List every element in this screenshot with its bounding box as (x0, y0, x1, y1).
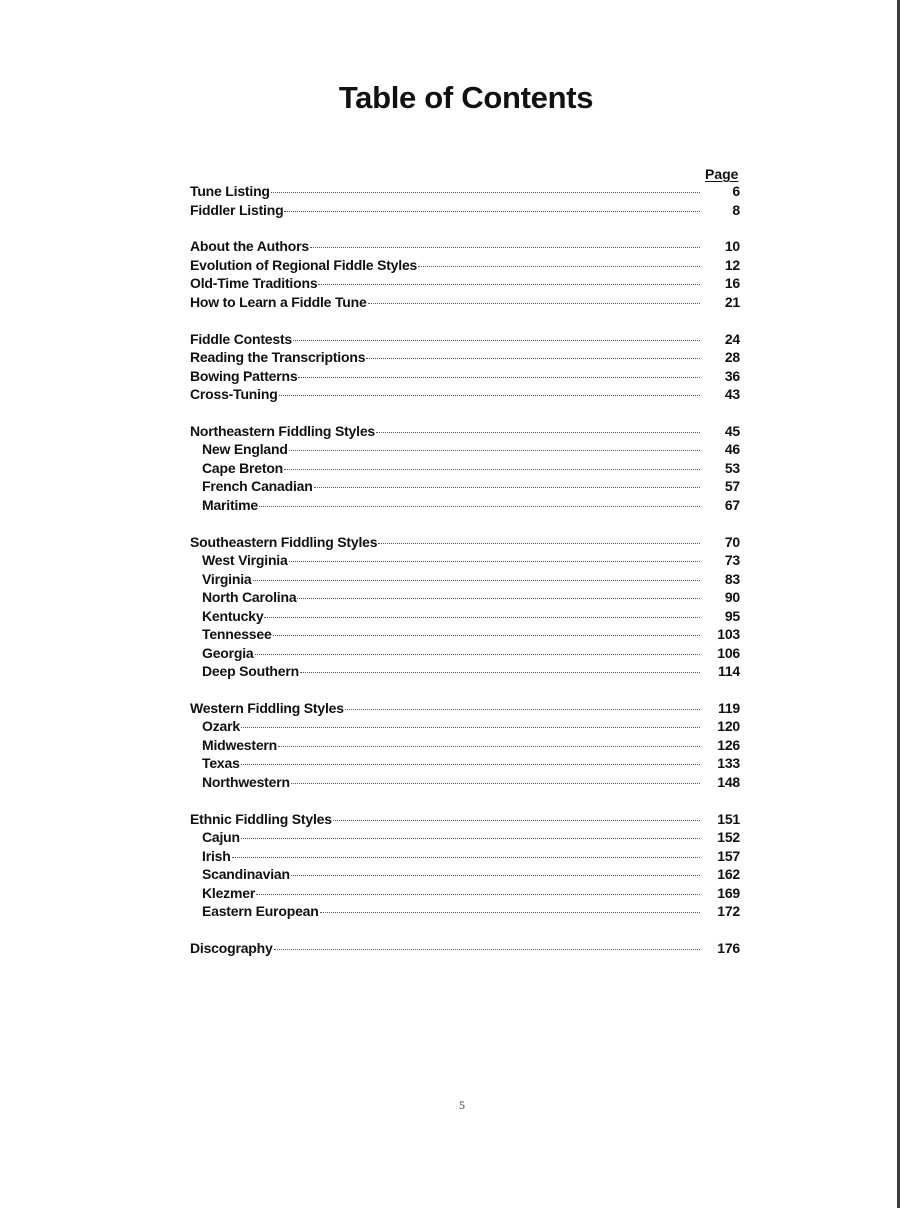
toc-entry-label: Klezmer (202, 884, 256, 901)
toc-entry-label: Reading the Transcriptions (190, 349, 366, 366)
toc-entry-page: 126 (717, 736, 740, 753)
toc-entry-label: Discography (190, 940, 273, 957)
toc-entry-label: North Carolina (202, 589, 297, 606)
dot-leader (279, 395, 700, 396)
toc-entry-label: Cajun (202, 829, 240, 846)
dot-leader (264, 617, 700, 618)
toc-subentry[interactable] (190, 459, 740, 478)
toc-entry-label: New England (202, 441, 288, 458)
dot-leader (273, 635, 700, 636)
toc-subentry[interactable] (190, 551, 740, 570)
dot-leader (293, 340, 700, 341)
toc-entry-label: Northwestern (202, 773, 290, 790)
toc-entry-page: 28 (724, 349, 740, 366)
toc-entry[interactable] (190, 385, 740, 404)
toc-entry-label: Tune Listing (190, 183, 270, 199)
toc-entry-page: 53 (724, 459, 740, 476)
toc-section (190, 810, 740, 921)
toc-entry[interactable] (190, 422, 740, 441)
toc-entry[interactable] (190, 533, 740, 552)
toc-section (190, 422, 740, 515)
toc-subentry[interactable] (190, 773, 740, 792)
toc-entry-label: Ozark (202, 718, 240, 735)
toc-entry-page: 120 (717, 718, 740, 735)
dot-leader (298, 377, 700, 378)
toc-entry-label: French Canadian (202, 478, 313, 495)
toc-entry-label: Old-Time Traditions (190, 275, 318, 292)
toc-entry[interactable] (190, 182, 740, 201)
dot-leader (297, 598, 700, 599)
toc-subentry[interactable] (190, 754, 740, 773)
toc-entry-page: 57 (724, 478, 740, 495)
toc-subentry[interactable] (190, 625, 740, 644)
page-title: Table of Contents (338, 80, 594, 115)
toc-entry-page: 10 (724, 238, 740, 255)
toc-subentry[interactable] (190, 847, 740, 866)
toc-entry-label: How to Learn a Fiddle Tune (190, 293, 367, 310)
toc-entry-label: Kentucky (202, 607, 264, 624)
toc-entry-label: Fiddler Listing (190, 201, 284, 218)
dot-leader (256, 894, 700, 895)
toc-subentry[interactable] (190, 884, 740, 903)
toc-entry-page: 8 (732, 201, 740, 218)
toc-entry-label: Ethnic Fiddling Styles (190, 810, 332, 827)
toc-entry-page: 67 (724, 496, 740, 513)
toc-entry[interactable] (190, 256, 740, 275)
toc-subentry[interactable] (190, 902, 740, 921)
toc-entry-label: Midwestern (202, 736, 278, 753)
toc-entry-label: Fiddle Contests (190, 330, 293, 347)
toc-entry-label: Virginia (202, 570, 252, 587)
toc-entry-page: 114 (718, 663, 740, 680)
dot-leader (345, 709, 700, 710)
toc-entry-label: Southeastern Fiddling Styles (190, 533, 378, 550)
dot-leader (291, 875, 700, 876)
toc-subentry[interactable] (190, 607, 740, 626)
toc-entry-page: 176 (717, 940, 740, 957)
toc-entry[interactable] (190, 237, 740, 256)
toc-subentry[interactable] (190, 570, 740, 589)
toc-entry-label: Deep Southern (202, 663, 299, 680)
dot-leader (271, 192, 700, 193)
toc-entry-label: Scandinavian (202, 866, 290, 883)
toc-entry-label: Georgia (202, 644, 254, 661)
toc-entry-page: 106 (717, 644, 740, 661)
toc-entry-label: Bowing Patterns (190, 367, 298, 384)
toc-entry-label: Western Fiddling Styles (190, 699, 344, 716)
toc-entry[interactable] (190, 201, 740, 220)
dot-leader (291, 783, 700, 784)
table-of-contents (190, 182, 740, 976)
page-column-header: Page (705, 166, 739, 182)
toc-subentry[interactable] (190, 828, 740, 847)
toc-subentry[interactable] (190, 865, 740, 884)
toc-subentry[interactable] (190, 440, 740, 459)
toc-entry-label: Eastern European (202, 903, 319, 920)
dot-leader (253, 580, 701, 581)
toc-entry-page: 151 (717, 810, 740, 827)
toc-entry-label: Northeastern Fiddling Styles (190, 422, 375, 439)
dot-leader (255, 654, 700, 655)
dot-leader (284, 211, 700, 212)
toc-section (190, 237, 740, 311)
toc-entry-label: Evolution of Regional Fiddle Styles (190, 256, 418, 273)
dot-leader (314, 487, 700, 488)
dot-leader (289, 561, 700, 562)
toc-entry-label: Maritime (202, 496, 258, 513)
toc-entry[interactable] (190, 293, 740, 312)
toc-subentry[interactable] (190, 477, 740, 496)
dot-leader (376, 432, 700, 433)
toc-entry-label: Tennessee (202, 626, 272, 643)
toc-entry[interactable] (190, 939, 740, 958)
dot-leader (241, 764, 700, 765)
toc-entry-page: 21 (724, 293, 740, 310)
toc-section (190, 533, 740, 681)
toc-subentry[interactable] (190, 717, 740, 736)
toc-entry-page: 119 (718, 699, 740, 716)
dot-leader (320, 912, 700, 913)
dot-leader (366, 358, 700, 359)
toc-entry-page: 162 (717, 866, 740, 883)
toc-subentry[interactable] (190, 736, 740, 755)
dot-leader (284, 469, 700, 470)
toc-entry-page: 169 (717, 884, 740, 901)
toc-subentry[interactable] (190, 496, 740, 515)
toc-entry-page: 152 (717, 829, 740, 846)
toc-entry[interactable] (190, 330, 740, 349)
toc-entry[interactable] (190, 810, 740, 829)
toc-subentry[interactable] (190, 662, 740, 681)
dot-leader (274, 949, 700, 950)
toc-section (190, 939, 740, 958)
toc-section (190, 182, 740, 219)
toc-entry-page: 24 (724, 330, 740, 347)
toc-entry-label: Texas (202, 755, 240, 772)
toc-section (190, 699, 740, 792)
dot-leader (278, 746, 700, 747)
toc-entry-page: 12 (724, 256, 740, 273)
toc-entry-page: 43 (724, 386, 740, 403)
toc-entry-page: 95 (724, 607, 740, 624)
dot-leader (241, 838, 700, 839)
dot-leader (418, 266, 700, 267)
toc-entry-page: 16 (724, 275, 740, 292)
toc-entry-page: 90 (724, 589, 740, 606)
toc-entry[interactable] (190, 348, 740, 367)
toc-section (190, 330, 740, 404)
toc-entry-page: 148 (717, 773, 740, 790)
toc-entry-label: Irish (202, 847, 231, 864)
dot-leader (368, 303, 700, 304)
toc-entry-page: 172 (717, 903, 740, 920)
dot-leader (310, 247, 700, 248)
toc-entry-label: About the Authors (190, 238, 309, 255)
toc-entry-page: 70 (724, 533, 740, 550)
toc-subentry[interactable] (190, 644, 740, 663)
toc-entry-page: 133 (717, 755, 740, 772)
dot-leader (232, 857, 700, 858)
toc-entry-label: West Virginia (202, 552, 288, 569)
toc-entry-page: 103 (717, 626, 740, 643)
toc-entry-page: 73 (724, 552, 740, 569)
toc-entry-page: 46 (724, 441, 740, 458)
toc-entry-page: 36 (724, 367, 740, 384)
dot-leader (378, 543, 700, 544)
dot-leader (318, 284, 700, 285)
toc-entry-label: Cross-Tuning (190, 386, 278, 403)
toc-entry-label: Cape Breton (202, 459, 284, 476)
dot-leader (289, 450, 700, 451)
toc-entry-page: 83 (724, 570, 740, 587)
toc-entry-page: 45 (724, 422, 740, 439)
dot-leader (241, 727, 700, 728)
toc-entry-page: 157 (717, 847, 740, 864)
toc-entry-page: 6 (732, 183, 740, 199)
dot-leader (300, 672, 700, 673)
footer-page-number: 5 (459, 1098, 465, 1112)
toc-subentry[interactable] (190, 588, 740, 607)
dot-leader (333, 820, 700, 821)
toc-entry[interactable] (190, 367, 740, 386)
dot-leader (259, 506, 700, 507)
toc-entry[interactable] (190, 699, 740, 718)
toc-entry[interactable] (190, 274, 740, 293)
